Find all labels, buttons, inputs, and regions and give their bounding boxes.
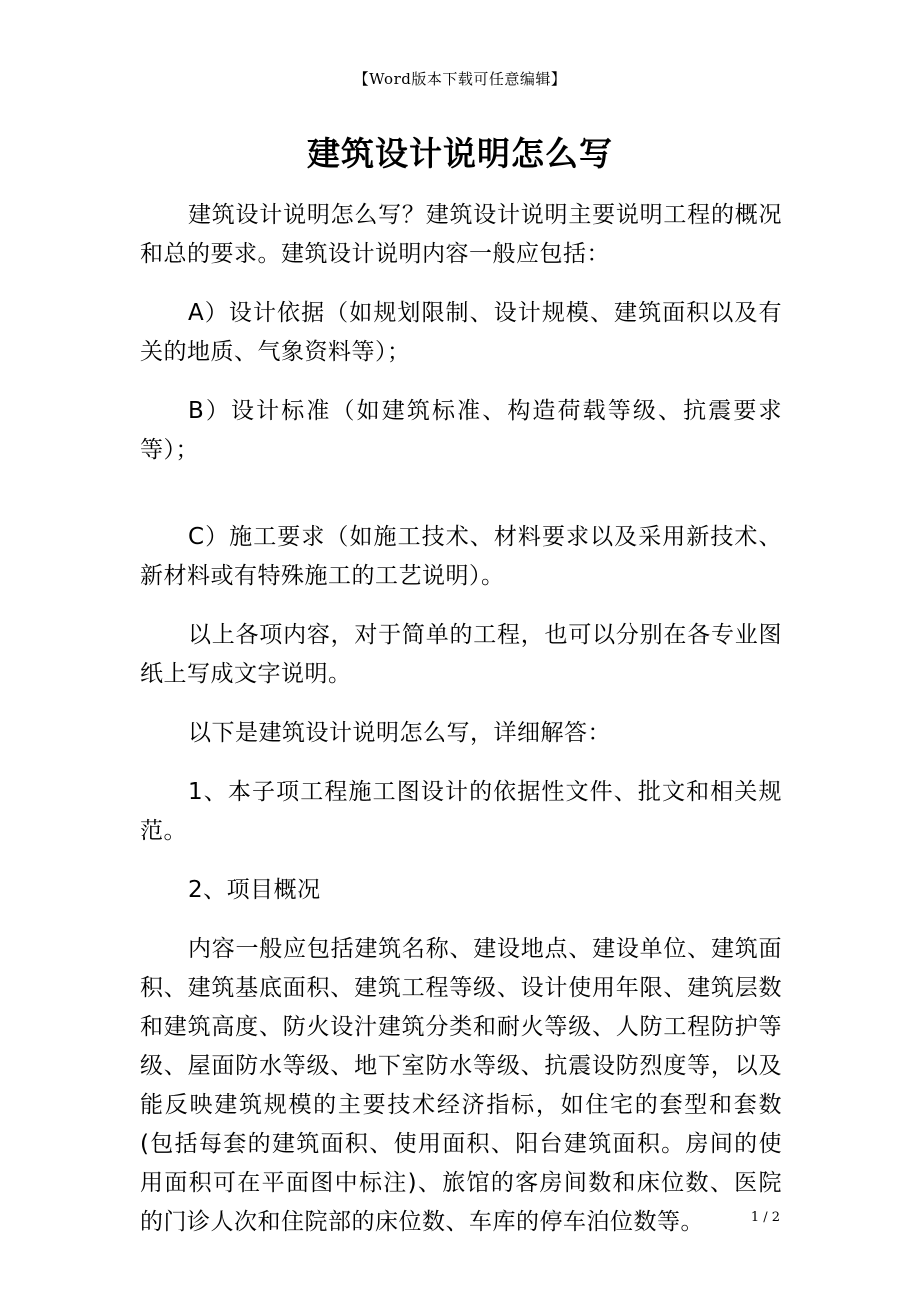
intro-paragraph: 建筑设计说明怎么写？建筑设计说明主要说明工程的概况和总的要求。建筑设计说明内容一般应包括：: [140, 202, 782, 267]
page-number: 1 / 2: [750, 1210, 780, 1225]
header-note: 【Word版本下载可任意编辑】: [353, 70, 567, 88]
simple-project-paragraph: 以上各项内容，对于简单的工程，也可以分别在各专业图纸上写成文字说明。: [140, 622, 782, 687]
item-b-paragraph: B）设计标准（如建筑标准、构造荷载等级、抗震要求等）；: [140, 398, 782, 463]
project-overview-paragraph: 内容一般应包括建筑名称、建设地点、建设单位、建筑面积、建筑基底面积、建筑工程等级、设计使用年限、建筑层数和建筑高度、防火设汁建筑分类和耐火等级、人防工程防护等级、屋面防水等级、地下室防水等级、抗震设防烈度等，以及能反映建筑规模的主要技术经济指标，如住宅的套型和套数(包括每套的建筑面积、使用面积、阳台建筑面积。房间的使用面积可在平面图中标注)、旅馆的客房间数和床位数、医院的门诊人次和住院部的床位数、车库的停车泊位数等。: [140, 936, 782, 1235]
section-2-heading: 2、项目概况: [188, 877, 321, 903]
detail-intro-paragraph: 以下是建筑设计说明怎么写，详细解答：: [188, 720, 611, 746]
section-1-paragraph: 1、本子项工程施工图设计的依据性文件、批文和相关规范。: [140, 779, 782, 844]
document-title: 建筑设计说明怎么写: [307, 134, 613, 173]
document-body: [140, 196, 782, 1262]
item-c-paragraph: C）施工要求（如施工技术、材料要求以及采用新技术、新材料或有特殊施工的工艺说明）。: [140, 524, 782, 589]
item-a-paragraph: A）设计依据（如规划限制、设计规模、建筑面积以及有关的地质、气象资料等）；: [140, 300, 782, 365]
